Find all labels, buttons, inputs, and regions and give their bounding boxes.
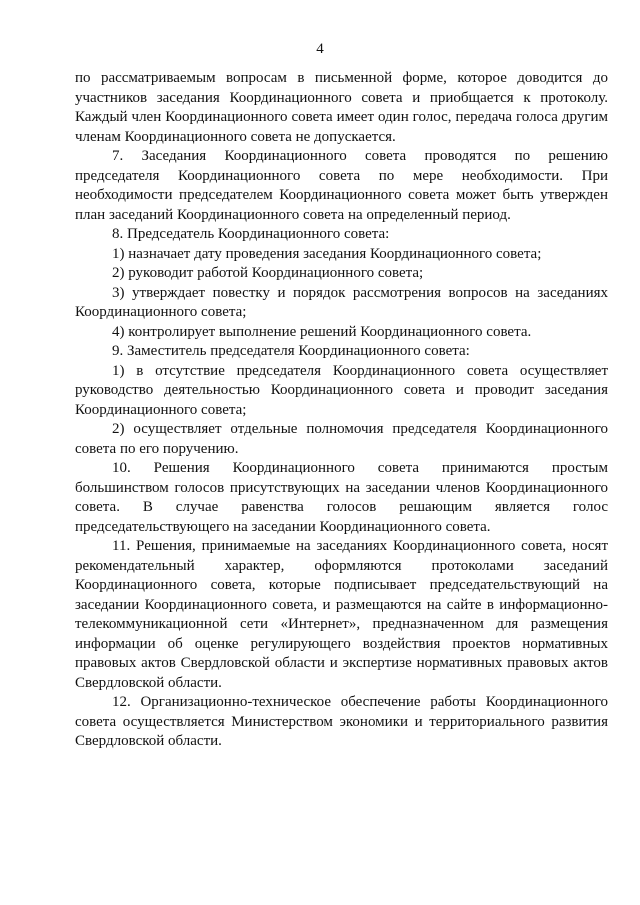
paragraph-item-9-2: 2) осуществляет отдельные полномочия председателя Координационного совета по его поручению.	[75, 421, 608, 457]
paragraph-item-8-3: 3) утверждает повестку и порядок рассмотрения вопросов на заседаниях Координационного совета;	[75, 284, 608, 320]
paragraph-item-9: 9. Заместитель председателя Координационного совета:	[112, 343, 470, 359]
paragraph-item-9-1: 1) в отсутствие председателя Координационного совета осуществляет руководство деятельностью Координационного совета и проводит заседания Координационного совета;	[75, 362, 608, 418]
paragraph-item-8-4: 4) контролирует выполнение решений Координационного совета.	[112, 323, 532, 340]
paragraph-item-8-2: 2) руководит работой Координационного совета;	[112, 265, 424, 281]
page-number: 4	[316, 41, 324, 57]
paragraph-item-8: 8. Председатель Координационного совета:	[112, 226, 390, 242]
paragraph-continuation: по рассматриваемым вопросам в письменной форме, которое доводится до участников заседания Координационного совета и приобщается к протоколу. Каждый член Координационного совета имеет один голос, передача голоса другим членам Координационного совета не допускается.	[75, 70, 608, 145]
paragraph-item-12: 12. Организационно-техническое обеспечение работы Координационного совета осуществляется Министерством экономики и территориального развития Свердловской области.	[75, 694, 608, 749]
paragraph-item-10: 10. Решения Координационного совета принимаются простым большинством голосов присутствующих на заседании членов Координационного совета. В случае равенства голосов решающим является голос председательствующего на заседании Координационного совета.	[75, 460, 608, 535]
paragraph-item-11: 11. Решения, принимаемые на заседаниях Координационного совета, носят рекомендательный характер, оформляются протоколами заседаний Координационного совета, которые подписывает председательствующий на заседании Координационного совета, и размещаются на сайте в информационно-телекоммуникационной сети «Интернет», предназначенном для размещения информации об оценке регулирующего воздействия проектов нормативных правовых актов Свердловской области и экспертизе нормативных правовых актов Свердловской области.	[75, 538, 608, 691]
paragraph-item-7: 7. Заседания Координационного совета проводятся по решению председателя Координационного совета по мере необходимости. При необходимости председателем Координационного совета может быть утвержден план заседаний Координационного совета на определенный период.	[75, 148, 608, 223]
paragraph-item-8-1: 1) назначает дату проведения заседания Координационного совета;	[112, 245, 542, 262]
document-body	[75, 69, 608, 752]
